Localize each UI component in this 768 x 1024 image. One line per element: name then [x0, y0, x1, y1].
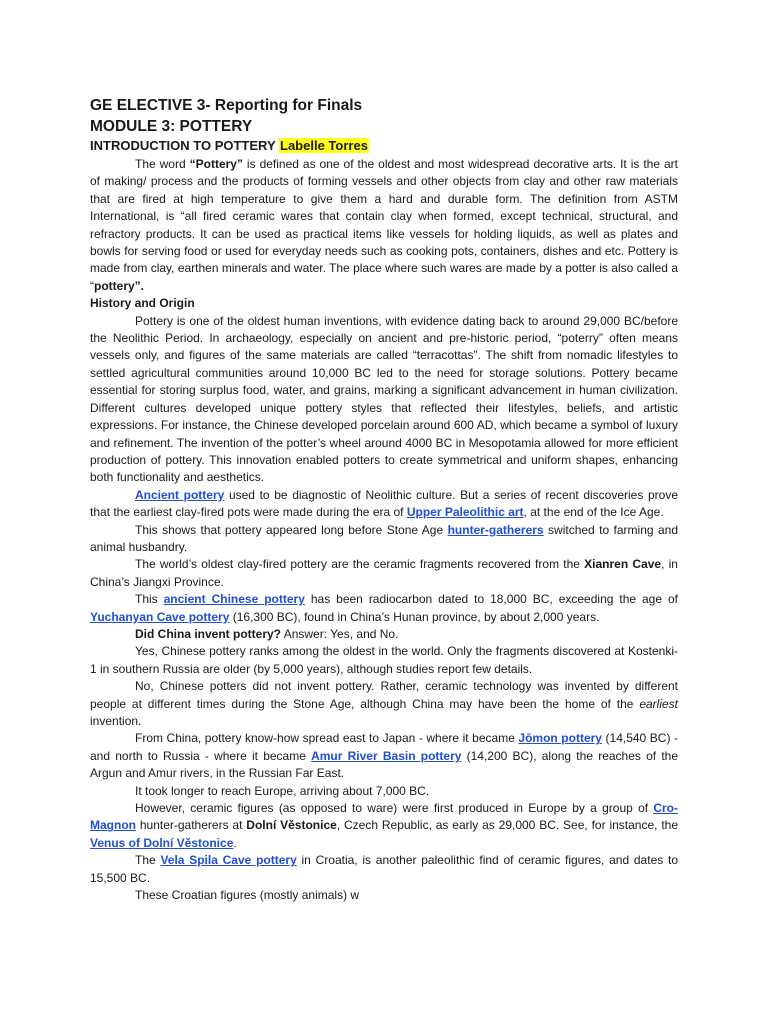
- document-body: [90, 95, 678, 904]
- subtitle-text: INTRODUCTION TO POTTERY: [90, 138, 276, 153]
- paragraph-no-answer: [90, 678, 678, 730]
- link-ancient-chinese-pottery[interactable]: ancient Chinese pottery: [163, 592, 305, 607]
- text-run: , in China’s Jiangxi Province.: [90, 557, 678, 589]
- paragraph-ceramic-figures-europe: [90, 800, 678, 852]
- text-run: (16,300 BC), found in China’s Hunan province, by about 2,000 years.: [229, 609, 600, 624]
- link-cro-magnon[interactable]: Cro-Magnon: [90, 801, 678, 833]
- bold-run: pottery”.: [94, 278, 145, 293]
- paragraph-vela-spila: [90, 852, 678, 887]
- doc-title-line-1: GE ELECTIVE 3- Reporting for Finals: [90, 97, 363, 114]
- text-run: in Croatia, is another paleolithic find of ceramic figures, and dates to 15,500 BC.: [90, 853, 678, 885]
- author-highlight: Labelle Torres: [280, 138, 368, 153]
- paragraph-xianren-cave: [90, 556, 678, 591]
- paragraph-ancient-pottery: [90, 487, 678, 522]
- link-vela-spila-cave-pottery[interactable]: Vela Spila Cave pottery: [160, 853, 297, 868]
- text-run: hunter-gatherers at: [136, 818, 247, 833]
- text-run: From China, pottery know-how spread east to Japan - where it became: [135, 731, 519, 746]
- text-run: The: [135, 853, 161, 868]
- link-amur-river-basin-pottery[interactable]: Amur River Basin pottery: [311, 748, 462, 763]
- bold-run: Dolní Věstonice: [246, 818, 337, 833]
- text-run: No, Chinese potters did not invent pottery. Rather, ceramic technology was invented by different people at different times during the Stone Age, although China may have been the home of the: [90, 679, 678, 711]
- text-run: .: [233, 835, 237, 850]
- link-yuchanyan-cave-pottery[interactable]: Yuchanyan Cave pottery: [90, 609, 230, 624]
- text-run: The world’s oldest clay-fired pottery are the ceramic fragments recovered from the: [135, 557, 585, 572]
- section-heading-history: History and Origin: [90, 296, 195, 311]
- link-upper-paleolithic-art[interactable]: Upper Paleolithic art: [406, 505, 524, 520]
- text-run: This: [135, 592, 164, 607]
- text-run: This shows that pottery appeared long before Stone Age: [135, 522, 448, 537]
- text-run: invention.: [90, 714, 142, 728]
- bold-run: Xianren Cave: [584, 557, 662, 572]
- italic-run: earliest: [639, 696, 678, 711]
- paragraph-did-china-invent: [90, 626, 678, 643]
- text-run: is defined as one of the oldest and most widespread decorative arts. It is the art of making/ process and the products of forming vessels and other objects from clay and other raw materials that are fired at high temperature to give them a hard and durable form. The definition from ASTM International, is “all fired ceramic wares that contain clay when formed, except technical, structural, and refractory products. It can be used as practical items like vessels for holding liquids, as well as plates and bowls for serving food or used for everyday needs such as cooking pots, containers, dishes and etc. Pottery is made from clay, earthen minerals and water. The place where such wares are made by a potter is also called a “: [90, 157, 678, 293]
- link-venus-of-dolni-vestonice[interactable]: Venus of Dolní Věstonice: [90, 835, 234, 850]
- paragraph-history: Pottery is one of the oldest human inventions, with evidence dating back to around 29,000 BC/before the Neolithic Period. In archaeology, especially on ancient and pre-historic period, “poterry” often means vessels only, and figures of the same materials are called “terracottas”. The shift from nomadic lifestyles to settled agricultural communities around 10,000 BC led to the need for storage solutions. Pottery became essential for storing surplus food, water, and grains, marking a significant advancement in human civilization. Different cultures developed unique pottery styles that reflected their lifestyles, beliefs, and artistic expressions. For instance, the Chinese developed porcelain around 600 AD, which became a symbol of luxury and refinement. The invention of the potter’s wheel around 4000 BC in Mesopotamia allowed for more efficient production of pottery. This innovation enabled potters to create symmetrical and uniform shapes, enhancing both functionality and aesthetics.: [90, 313, 678, 485]
- paragraph-pottery-definition: [90, 156, 678, 295]
- text-run: has been radiocarbon dated to 18,000 BC, exceeding the age of: [304, 592, 678, 607]
- link-jomon-pottery[interactable]: Jōmon pottery: [518, 731, 602, 746]
- text-run: (14,540 BC) - and north to Russia - where it became: [90, 731, 678, 763]
- paragraph-croatian-figures-truncated: These Croatian figures (mostly animals) w: [135, 888, 360, 903]
- text-run: Answer: Yes, and No.: [281, 626, 399, 641]
- text-run: used to be diagnostic of Neolithic culture. But a series of recent discoveries prove that the earliest clay-fired pots were made during the era of: [90, 487, 679, 520]
- text-run: , Czech Republic, as early as 29,000 BC. See, for instance, the: [336, 818, 679, 833]
- text-run: (14,200 BC), along the reaches of the Argun and Amur rivers, in the Russian Far East.: [90, 748, 678, 781]
- paragraph-europe-arrival: It took longer to reach Europe, arriving about 7,000 BC.: [135, 783, 430, 798]
- doc-subtitle: [90, 137, 678, 155]
- paragraph-hunter-gatherers: [90, 522, 678, 557]
- link-hunter-gatherers[interactable]: hunter-gatherers: [447, 522, 544, 537]
- paragraph-chinese-pottery: [90, 591, 678, 626]
- text-run: The word: [135, 157, 190, 171]
- link-ancient-pottery[interactable]: Ancient pottery: [135, 487, 225, 502]
- text-run: However, ceramic figures (as opposed to ware) were first produced in Europe by a group of: [135, 801, 654, 816]
- doc-title-line-2: MODULE 3: POTTERY: [90, 118, 253, 135]
- text-run: switched to farming and animal husbandry.: [90, 522, 678, 554]
- bold-run: “Pottery”: [189, 157, 243, 171]
- paragraph-yes-answer: Yes, Chinese pottery ranks among the oldest in the world. Only the fragments discovered at Kostenki-1 in southern Russia are older (by 5,000 years), although studies report few details.: [90, 644, 678, 676]
- bold-run: Did China invent pottery?: [135, 626, 282, 641]
- paragraph-spread-east-north: [90, 730, 678, 782]
- text-run: , at the end of the Ice Age.: [523, 505, 664, 520]
